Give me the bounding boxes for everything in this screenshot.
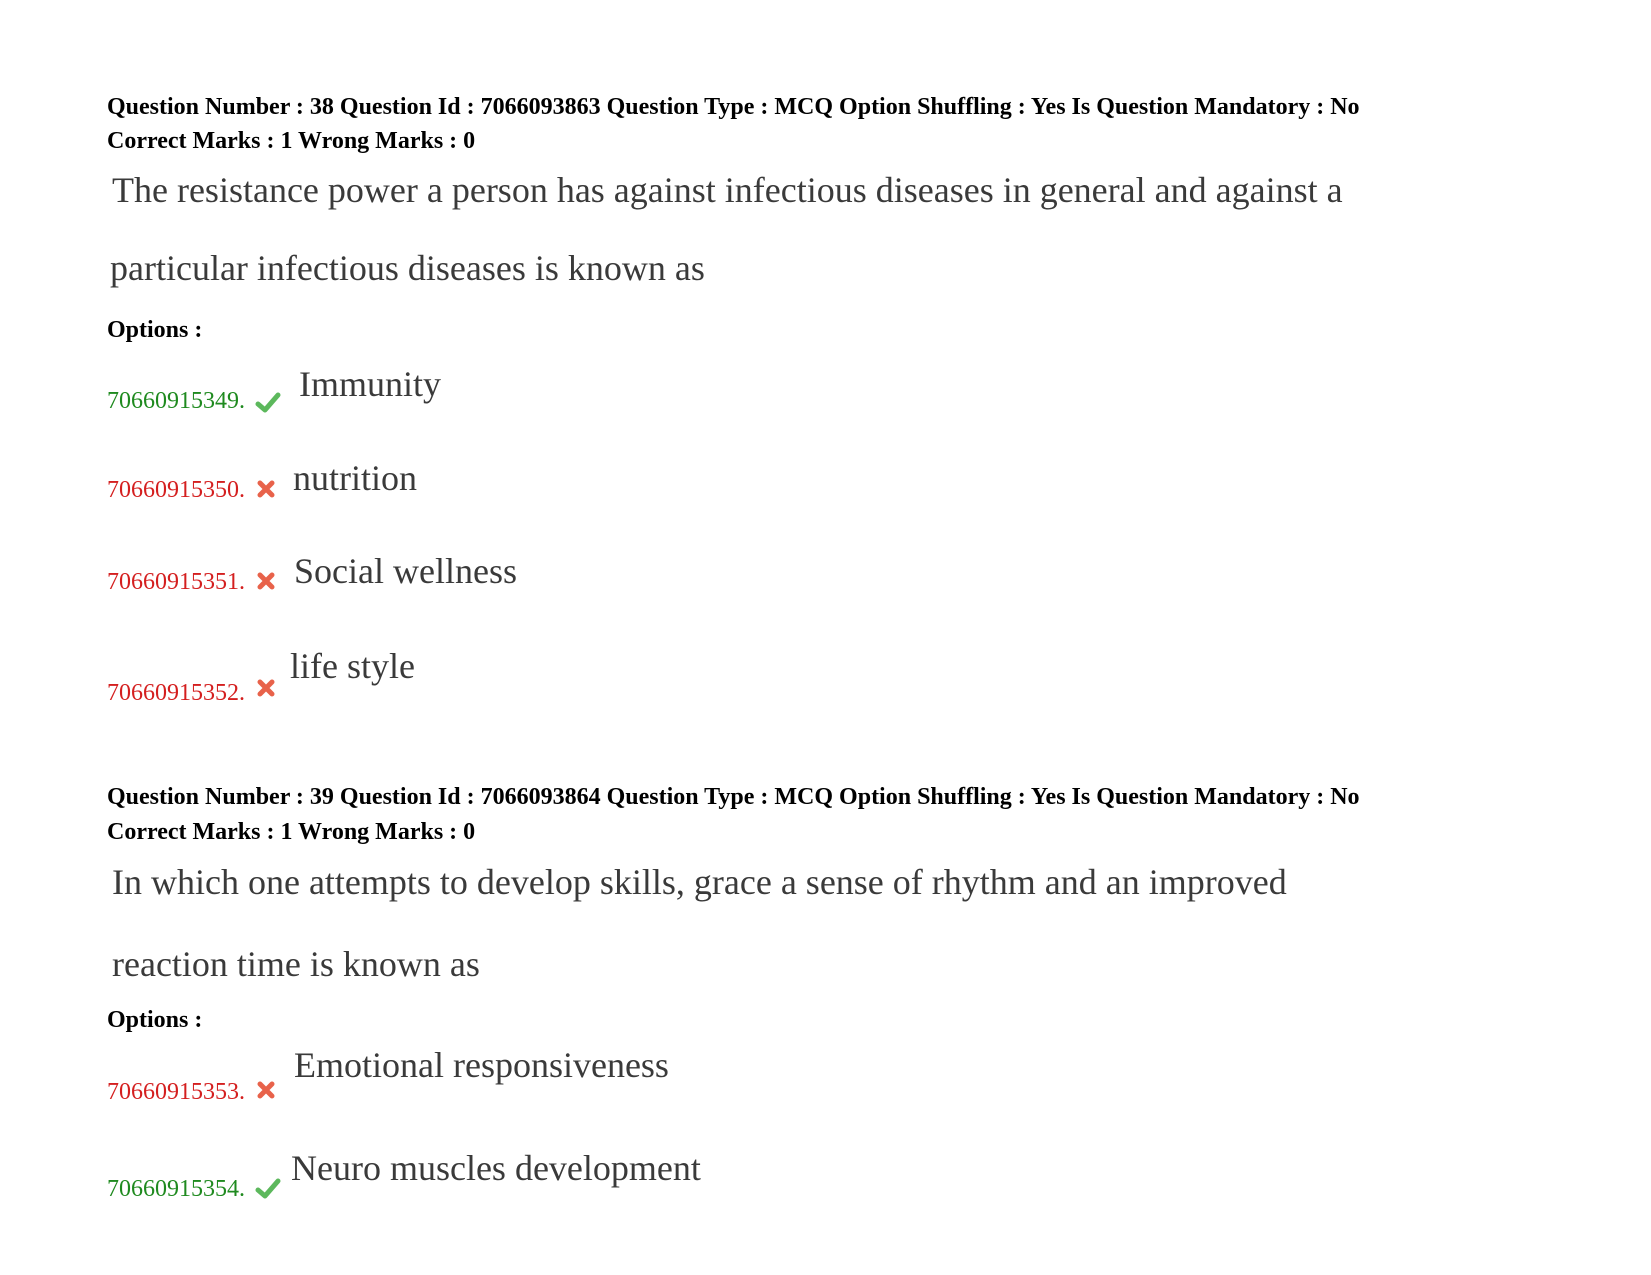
question-text-line-1: In which one attempts to develop skills, grace a sense of rhythm and an improved — [112, 862, 1287, 902]
question-meta-line: Question Number : 38 Question Id : 7066093863 Question Type : MCQ Option Shuffling : Yes Is Question Mandatory : No — [107, 94, 1360, 120]
check-icon — [255, 390, 281, 416]
option-id: 70660915353. — [107, 1079, 245, 1105]
question-text-line-2: reaction time is known as — [112, 944, 480, 984]
cross-icon — [255, 1079, 277, 1101]
option-text: nutrition — [293, 458, 417, 498]
cross-icon — [255, 677, 277, 699]
option-text: life style — [290, 646, 415, 686]
option-text: Immunity — [299, 364, 441, 404]
cross-icon — [255, 570, 277, 592]
options-label: Options : — [107, 317, 203, 343]
option-text: Social wellness — [294, 551, 517, 591]
question-text-line-1: The resistance power a person has against infectious diseases in general and against a — [112, 170, 1343, 210]
question-meta-line: Question Number : 39 Question Id : 7066093864 Question Type : MCQ Option Shuffling : Yes Is Question Mandatory : No — [107, 784, 1360, 810]
option-text: Emotional responsiveness — [294, 1045, 669, 1085]
option-id: 70660915349. — [107, 388, 245, 414]
check-icon — [255, 1176, 281, 1202]
cross-icon — [255, 478, 277, 500]
option-id: 70660915350. — [107, 477, 245, 503]
marks-meta-line: Correct Marks : 1 Wrong Marks : 0 — [107, 819, 476, 845]
question-text-line-2: particular infectious diseases is known as — [110, 248, 705, 288]
options-label: Options : — [107, 1007, 203, 1033]
option-id: 70660915352. — [107, 680, 245, 706]
option-text: Neuro muscles development — [291, 1148, 701, 1188]
marks-meta-line: Correct Marks : 1 Wrong Marks : 0 — [107, 128, 476, 154]
option-id: 70660915351. — [107, 569, 245, 595]
option-id: 70660915354. — [107, 1176, 245, 1202]
